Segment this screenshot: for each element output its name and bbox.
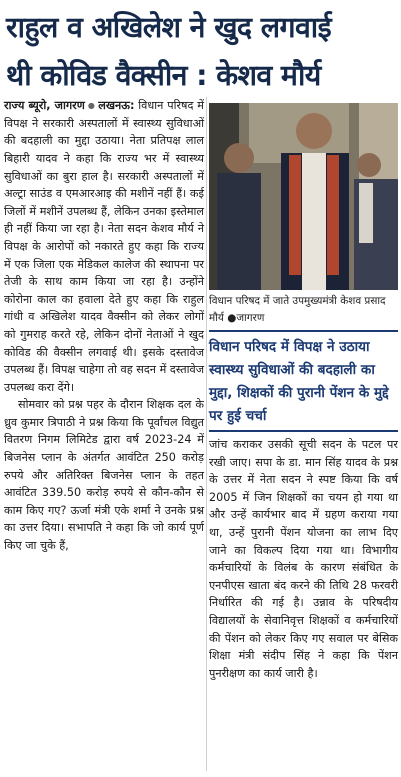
dateline	[4, 99, 134, 112]
article-paragraph-2: सोमवार को प्रश्न पहर के दौरान शिक्षक दल के ध्रुव कुमार त्रिपाठी ने प्रश्न किया कि पूर्वांचल विद्युत वितरण निगम लिमिटेड द्वारा वर्ष 2023-24 में बिजनेस प्लान के अंतर्गत आवंटित 250 करोड़ रुपये और अतिरिक्त बिजनेस प्लान के तहत आवंटित 339.50 करोड़ रुपये से कौन-कौन से काम किए गए? ऊर्जा मंत्री एके शर्मा ने उनके प्रश्न का उत्तर दिया। सभापति ने कहा कि जो कार्य पूर्ण किए जा चुके हैं,	[4, 398, 204, 553]
article-paragraph-1	[4, 97, 204, 396]
article-paragraph-1-text: विधान परिषद में विपक्ष ने सरकारी अस्पतालों में स्वास्थ्य सुविधाओं की बदहाली का मुद्दा उठाया। नेता प्रतिपक्ष लाल बिहारी यादव ने कहा कि राज्य भर में स्वास्थ्य सुविधाओं का बुरा हाल है। सरकारी अस्पतालों में अल्ट्रा साउंड व एमआरआइ की मशीनें नहीं हैं। कई जिलों में मशीनें उपलब्ध हैं, लेकिन उनका इस्तेमाल ही नहीं किया जा रहा है। नेता सदन केशव मौर्य ने विपक्ष के आरोपों को नकारते हुए कहा कि राज्य में एक जिला एक मेडिकल कालेज की स्थापना पर तेजी के साथ काम किया जा रहा है। उन्होंने कोरोना काल का हवाला देते हुए कहा कि राहुल गांधी व अखिलेश यादव वैक्सीन को लेकर लोगों को गुमराह करते रहे, लेकिन दोनों नेताओं ने खुद कोविड की वैक्सीन लगवाई थी। इसके दस्तावेज उपलब्ध हैं। विपक्ष चाहेगा तो वह सदन में दस्तावेज उपलब्ध करा देंगे।	[4, 99, 204, 394]
dateline-bureau: राज्य ब्यूरो, जागरण	[4, 99, 85, 112]
headline-line-2: थी कोविड वैक्सीन : केशव मौर्य	[6, 59, 321, 92]
article-left-column	[4, 97, 204, 555]
photo-caption-text: विधान परिषद में जाते उपमुख्यमंत्री केशव प्रसाद मौर्य	[209, 295, 386, 324]
headline	[6, 4, 398, 100]
subhead-box	[209, 330, 398, 428]
news-photo	[209, 103, 398, 290]
article-right-paragraph: जांच कराकर उसकी सूची सदन के पटल पर रखी जाए। सपा के डा. मान सिंह यादव के प्रश्न के उत्तर में नेता सदन ने स्पष्ट किया कि वर्ष 2005 में जिन शिक्षकों का चयन हो गया था और उन्हें कार्यभार बाद में ग्रहण कराया गया था, उन्हें पुरानी पेंशन योजना का लाभ दिए जाने का विकल्प दिया गया था। विभागीय कर्मचारियों के विलंब के कारण संबंधित के एनपीएस खाता बंद करने की तिथि 28 फरवरी निर्धारित की गई है। उन्नाव के परिषदीय विद्यालयों के सेवानिवृत्त शिक्षकों व कर्मचारियों की पेंशन को लेकर किए गए सवाल पर बेसिक शिक्षा मंत्री संदीप सिंह ने कहा कि पेंशन पुनरीक्षण का कार्य जारी है।	[209, 438, 398, 680]
subhead: विधान परिषद में विपक्ष ने उठाया स्वास्थ्य सुविधाओं की बदहाली का मुद्दा, शिक्षकों की पुरानी पेंशन के मुद्दे पर हुई चर्चा	[209, 339, 389, 424]
news-photo-illustration	[209, 103, 398, 290]
column-divider	[206, 97, 207, 771]
article-right-column	[209, 430, 398, 682]
photo-credit: जागरण	[236, 312, 265, 324]
bullet-icon: ●	[84, 101, 99, 111]
bullet-icon: ●	[227, 312, 237, 324]
headline-line-1: राहुल व अखिलेश ने खुद लगवाई	[6, 11, 331, 44]
photo-caption	[209, 293, 398, 327]
dateline-city: लखनऊ:	[98, 99, 135, 112]
